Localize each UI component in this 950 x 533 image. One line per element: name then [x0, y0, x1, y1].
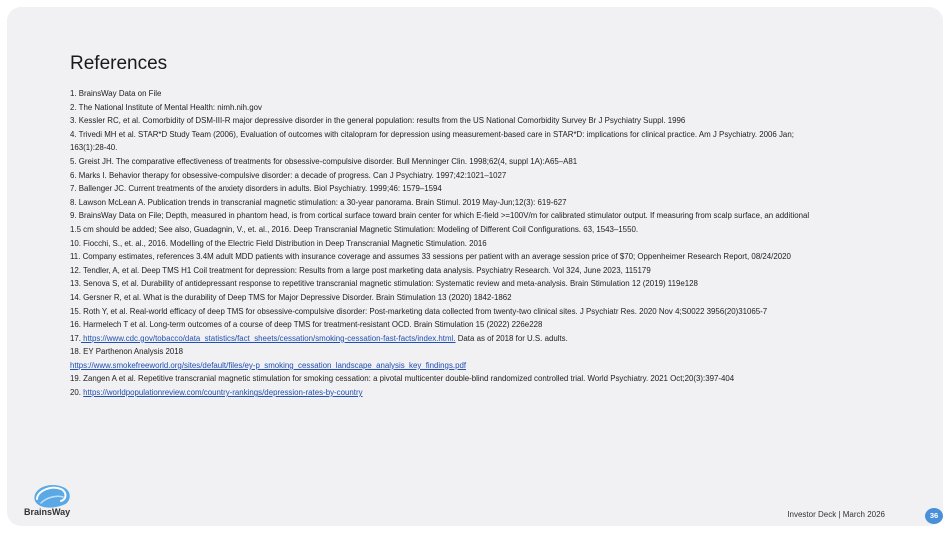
page-number-badge: 36 [925, 508, 943, 524]
smokefreeworld-link[interactable]: https://www.smokefreeworld.org/sites/default/files/ey-p_smoking_cessation_landscape_analysis_key_findings.pdf [70, 360, 467, 370]
footer-text: Investor Deck | March 2026 [787, 510, 885, 519]
reference-item-20 [70, 386, 810, 400]
brand-wordmark: BrainsWay [24, 507, 71, 517]
reference-item-18: 18. EY Parthenon Analysis 2018 [70, 347, 184, 357]
page-title: References [70, 53, 168, 74]
reference-item: 15. Roth Y, et al. Real-world efficacy of deep TMS for obsessive-compulsive disorder: Post-marketing data collected from twenty-two clinical sites. J Psychiatr Res. 2020 Nov 4;S0022 3956(20)31065-7 [70, 306, 768, 316]
reference-item: 1. BrainsWay Data on File [70, 89, 162, 98]
reference-17-number: 17. [70, 333, 81, 343]
reference-20-number: 20. [70, 388, 84, 398]
reference-item: 12. Tendler, A, et al. Deep TMS H1 Coil treatment for depression: Results from a large post marketing data analysis. Psychiatry Research. Vol 324, June 2023, 115179 [70, 265, 651, 275]
reference-item: 6. Marks I. Behavior therapy for obsessive-compulsive disorder: a decade of progress. Can J Psychiatry. 1997;42:1021–1027 [70, 170, 507, 180]
reference-item: 16. Harmelech T et al. Long-term outcomes of a course of deep TMS for treatment-resistant OCD. Brain Stimulation 15 (2022) 226e228 [70, 320, 543, 330]
cdc-link[interactable]: https://www.cdc.gov/tobacco/data_statistics/fact_sheets/cessation/smoking-cessation-fast-facts/index.html. [80, 333, 456, 343]
reference-item-19: 19. Zangen A et al. Repetitive transcranial magnetic stimulation for smoking cessation: a pivotal multicenter double-blind randomized controlled trial. World Psychiatry. 2021 Oct;20(3):397-404 [70, 374, 735, 384]
reference-17-note: Data as of 2018 for U.S. adults. [455, 333, 568, 343]
slide [7, 7, 943, 526]
reference-item: 13. Senova S, et al. Durability of antidepressant response to repetitive transcranial magnetic stimulation: Systematic review and meta-analysis. Brain Stimulation 12 (2019) 119e128 [70, 279, 698, 289]
reference-item: 5. Greist JH. The comparative effectiveness of treatments for obsessive-compulsive disorder. Bull Menninger Clin. 1998;62(4, suppl 1A):A65–A81 [70, 156, 578, 166]
reference-item-17 [70, 332, 810, 346]
reference-item: 14. Gersner R, et al. What is the durability of Deep TMS for Major Depressive Disorder. Brain Stimulation 13 (2020) 1842-1862 [70, 292, 512, 302]
brainsway-logo-icon [23, 479, 83, 524]
reference-item: 3. Kessler RC, et al. Comorbidity of DSM-III-R major depressive disorder in the general population: results from the US National Comorbidity Survey Br J Psychiatry Suppl. 1996 [70, 116, 686, 126]
reference-item: 4. Trivedi MH et al. STAR*D Study Team (2006), Evaluation of outcomes with citalopram for depression using measurement-based care in STAR*D: implications for clinical practice. Am J Psychiatry. 2006 Jan; 163(1):28-40. [70, 129, 794, 153]
references-list [70, 87, 810, 400]
reference-item: 11. Company estimates, references 3.4M adult MDD patients with insurance coverage and assumes 33 sessions per patient with an average session price of $70; Oppenheimer Research Report, 08/24/2020 [70, 252, 791, 262]
worldpopulationreview-link[interactable]: https://worldpopulationreview.com/country-rankings/depression-rates-by-country [83, 388, 363, 398]
reference-item: 8. Lawson McLean A. Publication trends in transcranial magnetic stimulation: a 30-year panorama. Brain Stimul. 2019 May-Jun;12(3): 619-627 [70, 197, 567, 207]
reference-item: 7. Ballenger JC. Current treatments of the anxiety disorders in adults. Biol Psychiatry. 1999;46: 1579–1594 [70, 184, 442, 194]
reference-item: 2. The National Institute of Mental Health: nimh.nih.gov [70, 102, 262, 112]
reference-item-18-link-row [70, 359, 810, 373]
reference-item: 10. Fiocchi, S., et. al., 2016. Modelling of the Electric Field Distribution in Deep Transcranial Magnetic Stimulation. 2016 [70, 238, 487, 248]
reference-item: 9. BrainsWay Data on File; Depth, measured in phantom head, is from cortical surface toward brain center for which E-field >=100V/m for calibrated stimulator output. If measuring from scalp surface, an additional 1.5 cm should be added; See also, Guadagnin, V., et. al., 2016. Deep Transcranial Magnetic Stimulation: Modeling of Different Coil Configurations. 63, 1543–1550. [70, 211, 810, 234]
